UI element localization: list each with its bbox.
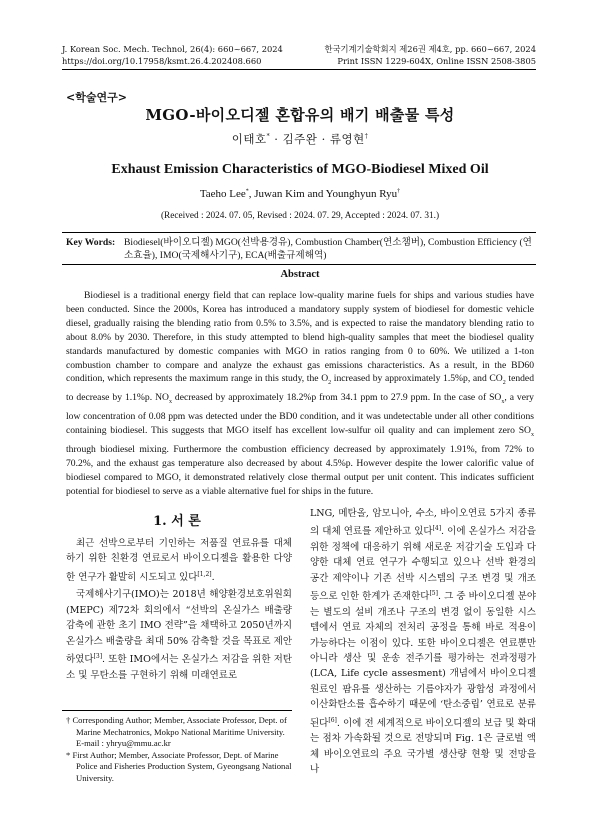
paragraph-text: . 이에 온실가스 저감을 위한 정책에 대응하기 위해 새로운 저감기술 도입과 다양한 대체 연료 연구가 수행되고 있으나 선박 환경의 공간 제약이나 기존 선박 시스템의 구조 변경 및 개조 등으로 인한 한계가 존재한다 — [310, 526, 536, 603]
paragraph — [310, 506, 536, 777]
footnote-email: E-mail : yhryu@mmu.ac.kr — [76, 738, 171, 749]
submission-dates: (Received : 2024. 07. 05, Revised : 2024. 07. 29, Accepted : 2024. 07. 31.) — [160, 211, 440, 221]
abstract-text: through biodiesel mixing. Furthermore the combustion efficiency decreased by approximately 1.91%, from 72% to 70.2%, and the exhaust gas temperature also decreased by about 4.5%p. However despite the lower calorific value of biodiesel compared to MGO, it demonstrated relatively close thermal output per unit content. This indicates sufficient potential for biodiesel to serve as a viable alternative fuel for ships in the future. — [66, 443, 534, 497]
abstract-heading: Abstract — [280, 269, 320, 280]
keywords-bottom-rule — [62, 264, 536, 265]
footnote-mark: † — [66, 715, 71, 725]
keywords-text: Biodiesel(바이오디젤) MGO(선박용경유), Combustion Chamber(연소챔버), Combustion Efficiency (연소효율), IMO(국제해사기구), ECA(배출규제해역) — [124, 237, 532, 261]
section-title-introduction: 1. 서 론 — [153, 514, 201, 529]
authors-rest-en: , Juwan Kim and Younghyun Ryu — [248, 188, 398, 200]
paragraph-text: LNG, 메탄올, 암모니아, 수소, 바이오연료 5가지 종류의 대체 연료를 제안하고 있다 — [310, 508, 536, 538]
paragraph — [66, 587, 292, 683]
abstract-text: , a very low concentration of 0.08 ppm was detected under the BD0 condition, and it was undetectable under all other conditions containing biodiesel. This suggests that MGO itself has excellent low-sulfur oil quality and can implement zero SO — [66, 392, 534, 436]
paragraph-text: . 또한 IMO에서는 온실가스 저감을 위한 저탄소 및 무탄소를 구현하기 위해 미래연료로 — [66, 654, 292, 681]
introduction-text — [66, 536, 292, 683]
footnote-mark: * — [66, 749, 71, 760]
journal-citation-ko: 한국기계기술학회지 제26권 제4호, pp. 660~667, 2024 — [324, 44, 536, 54]
footnote-rule — [62, 710, 292, 711]
footnote-corresponding — [66, 715, 292, 750]
author-3-en-mark: † — [397, 188, 401, 195]
author-1: 이태호 — [231, 132, 267, 146]
author-sep: · — [274, 132, 279, 146]
subscript: x — [501, 399, 505, 406]
citation: [6] — [328, 716, 337, 724]
subscript: x — [531, 431, 534, 438]
title-english: Exhaust Emission Characteristics of MGO-Biodiesel Mixed Oil — [111, 162, 489, 177]
abstract-body — [66, 289, 534, 498]
abstract-text: Biodiesel is a traditional energy field that can replace low-quality marine fuels for ships and various studies have been conducted. Since the 2000s, Korea has introduced a mandatory supply system of biodiesel for domestic vehicle diesel, gradually raising the blending ratio from 0.5% to 3.5%, and is expected to raise the mandatory blending ratio to about 8.0% by 2030. Therefore, in this study attempted to blend high-quality samples that meet the biodiesel quality standards manufactured by domestic companies with MGO in ratios ranging from 0 to 60%. We utilized a 1-ton combustion chamber to compare and analyze the exhaust gas emissions characteristics. As a result, in the BD60 condition, which represents the maximum range in this study, the O — [66, 290, 534, 385]
abstract-text: decreased by approximately 18.2%p from 34.1 ppm to 27.9 ppm. In the case of SO — [171, 392, 502, 404]
subscript: 2 — [328, 380, 332, 387]
footnotes — [66, 715, 292, 785]
authors-english — [0, 188, 600, 200]
abstract-text: tended to decrease by 1.1%p. NO — [66, 373, 534, 404]
paragraph-text: . 이에 전 세계적으로 바이오디젤의 보급 및 확대는 점차 가속화될 것으로 전망되며 Fig. 1은 글로벌 액체 바이오연료의 주요 국가별 생산량 현황 및 전망을 나 — [310, 717, 536, 775]
journal-citation: J. Korean Soc. Mech. Technol, 26(4): 660~667, 2024 — [62, 44, 283, 54]
article-type-tag: <학술연구> — [66, 91, 127, 104]
citation: [1,2] — [197, 570, 212, 578]
footnote-text: Corresponding Author; Member, Associate Professor, Dept. of Marine Mechatronics, Mokpo National Maritime University. — [72, 715, 287, 737]
footnote-first-author — [66, 750, 292, 785]
doi-link[interactable]: https://doi.org/10.17958/ksmt.26.4.202408.660 — [62, 56, 262, 66]
keywords-block: Key Words: Biodiesel(바이오디젤) MGO(선박용경유), Combustion Chamber(연소챔버), Combustion Efficiency (연소효율), IMO(국제해사기구), ECA(배출규제해역) — [66, 236, 536, 262]
author-3: 류영현 — [329, 132, 365, 146]
paragraph-text: . 그 중 바이오디젤 분야는 별도의 설비 개조나 구조의 변경 없이 동일한 시스템에서 연료 자체의 전처리 공정을 통해 바로 적용이 가능하다는 이점이 있다. 또한 바이오디젤은 연료뿐만 아니라 생산 및 운송 전주기를 평가하는 전과정평가(LCA, Life cycle assesment) 개념에서 바이오디젤 원료인 팜유를 생산하는 기름야자가 광합성 과정에서 이산화탄소를 흡수하기 때문에 ‘탄소중립’ 연료로 분류된다 — [310, 591, 536, 729]
title-korean: MGO-바이오디젤 혼합유의 배기 배출물 특성 — [145, 106, 455, 124]
citation: [3] — [93, 653, 103, 660]
author-1-en-mark: * — [245, 188, 249, 195]
subscript: x — [168, 399, 172, 406]
author-3-mark: † — [364, 133, 369, 141]
citation: [5] — [429, 590, 438, 598]
author-sep: · — [321, 132, 326, 146]
header-rule — [62, 69, 536, 70]
right-column-text — [310, 506, 536, 777]
abstract-text: increased by approximately 1.5%p, and CO — [331, 373, 503, 385]
keywords-label: Key Words — [66, 237, 112, 248]
paragraph-text: 최근 선박으로부터 기인하는 저품질 연료유를 대체하기 위한 친환경 연료로서 바이오디젤을 활용한 다양한 연구가 활발히 시도되고 있다 — [66, 538, 292, 583]
keywords-top-rule — [62, 232, 536, 233]
issn-info: Print ISSN 1229-604X, Online ISSN 2508-3805 — [337, 56, 536, 66]
paragraph-text: . — [211, 571, 215, 583]
author-1-mark: * — [266, 133, 271, 141]
author-2: 김주완 — [282, 132, 318, 146]
author-1-en: Taeho Lee — [199, 188, 246, 200]
subscript: 2 — [502, 380, 506, 387]
paragraph — [66, 536, 292, 585]
paragraph-text: 국제해사기구(IMO)는 2018년 해양환경보호위원회(MEPC) 제72차 회의에서 “선박의 온실가스 배출량 감축에 관한 초기 IMO 전략”을 채택하고 2050년까지 온실가스 배출량을 최대 50% 감축할 것을 목표로 제안하였다 — [66, 589, 292, 666]
citation: [4] — [432, 525, 442, 533]
authors-korean — [0, 131, 600, 147]
footnote-text: First Author; Member, Associate Professor, Dept. of Marine Police and Fisheries Production System, Gyeongsang National University. — [72, 749, 292, 783]
